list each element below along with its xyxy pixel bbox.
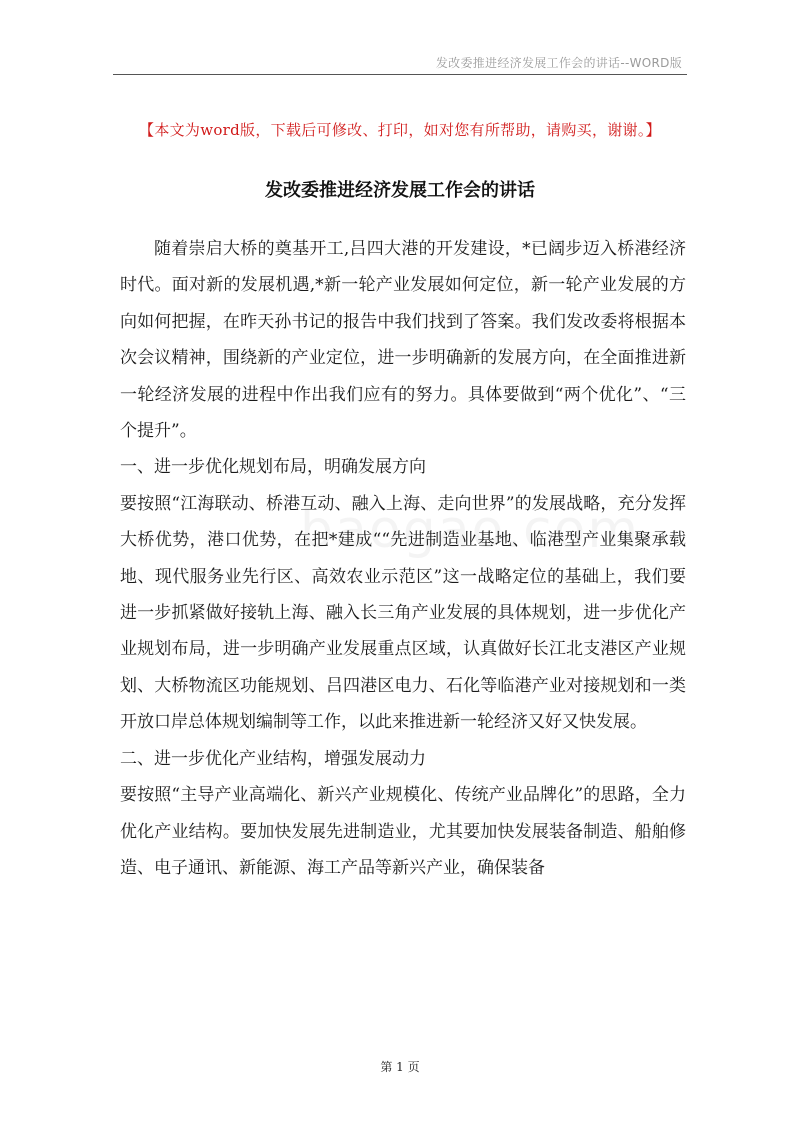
section-1-paragraph: 要按照“江海联动、桥港互动、融入上海、走向世界”的发展战略，充分发挥大桥优势，港口优势，在把*建成““先进制造业基地、临港型产业集聚承载地、现代服务业先行区、高效农业示范区”这一战略定位的基础上，我们要进一步抓紧做好接轨上海、融入长三角产业发展的具体规划，进一步优化产业规划布局，进一步明确产业发展重点区域，认真做好长江北支港区产业规划、大桥物流区功能规划、吕四港区电力、石化等临港产业对接规划和一类开放口岸总体规划编制等工作，以此来推进新一轮经济又好又快发展。 (120, 493, 686, 733)
section-1-heading: 一、进一步优化规划布局，明确发展方向 (120, 457, 426, 478)
purchase-notice: 【本文为word版，下载后可修改、打印，如对您有所帮助，请购买，谢谢。】 (139, 121, 661, 139)
intro-paragraph: 随着崇启大桥的奠基开工,吕四大港的开发建设，*已阔步迈入桥港经济时代。面对新的发展机遇,*新一轮产业发展如何定位，新一轮产业发展的方向如何把握，在昨天孙书记的报告中我们找到了答案。我们发改委将根据本次会议精神，围绕新的产业定位，进一步明确新的发展方向，在全面推进新一轮经济发展的进程中作出我们应有的努力。具体要做到“两个优化”、“三个提升”。 (120, 239, 686, 442)
section-2-paragraph: 要按照“主导产业高端化、新兴产业规模化、传统产业品牌化”的思路，全力优化产业结构。要加快发展先进制造业，尤其要加快发展装备制造、船舶修造、电子通讯、新能源、海工产品等新兴产业，确保装备 (120, 785, 686, 878)
page-number: 第 1 页 (380, 1060, 420, 1074)
header-divider (113, 74, 687, 75)
section-2-heading: 二、进一步优化产业结构，增强发展动力 (120, 748, 426, 769)
document-body (120, 231, 686, 886)
document-title: 发改委推进经济发展工作会的讲话 (265, 180, 535, 201)
running-header: 发改委推进经济发展工作会的讲话--WORD版 (435, 56, 682, 70)
